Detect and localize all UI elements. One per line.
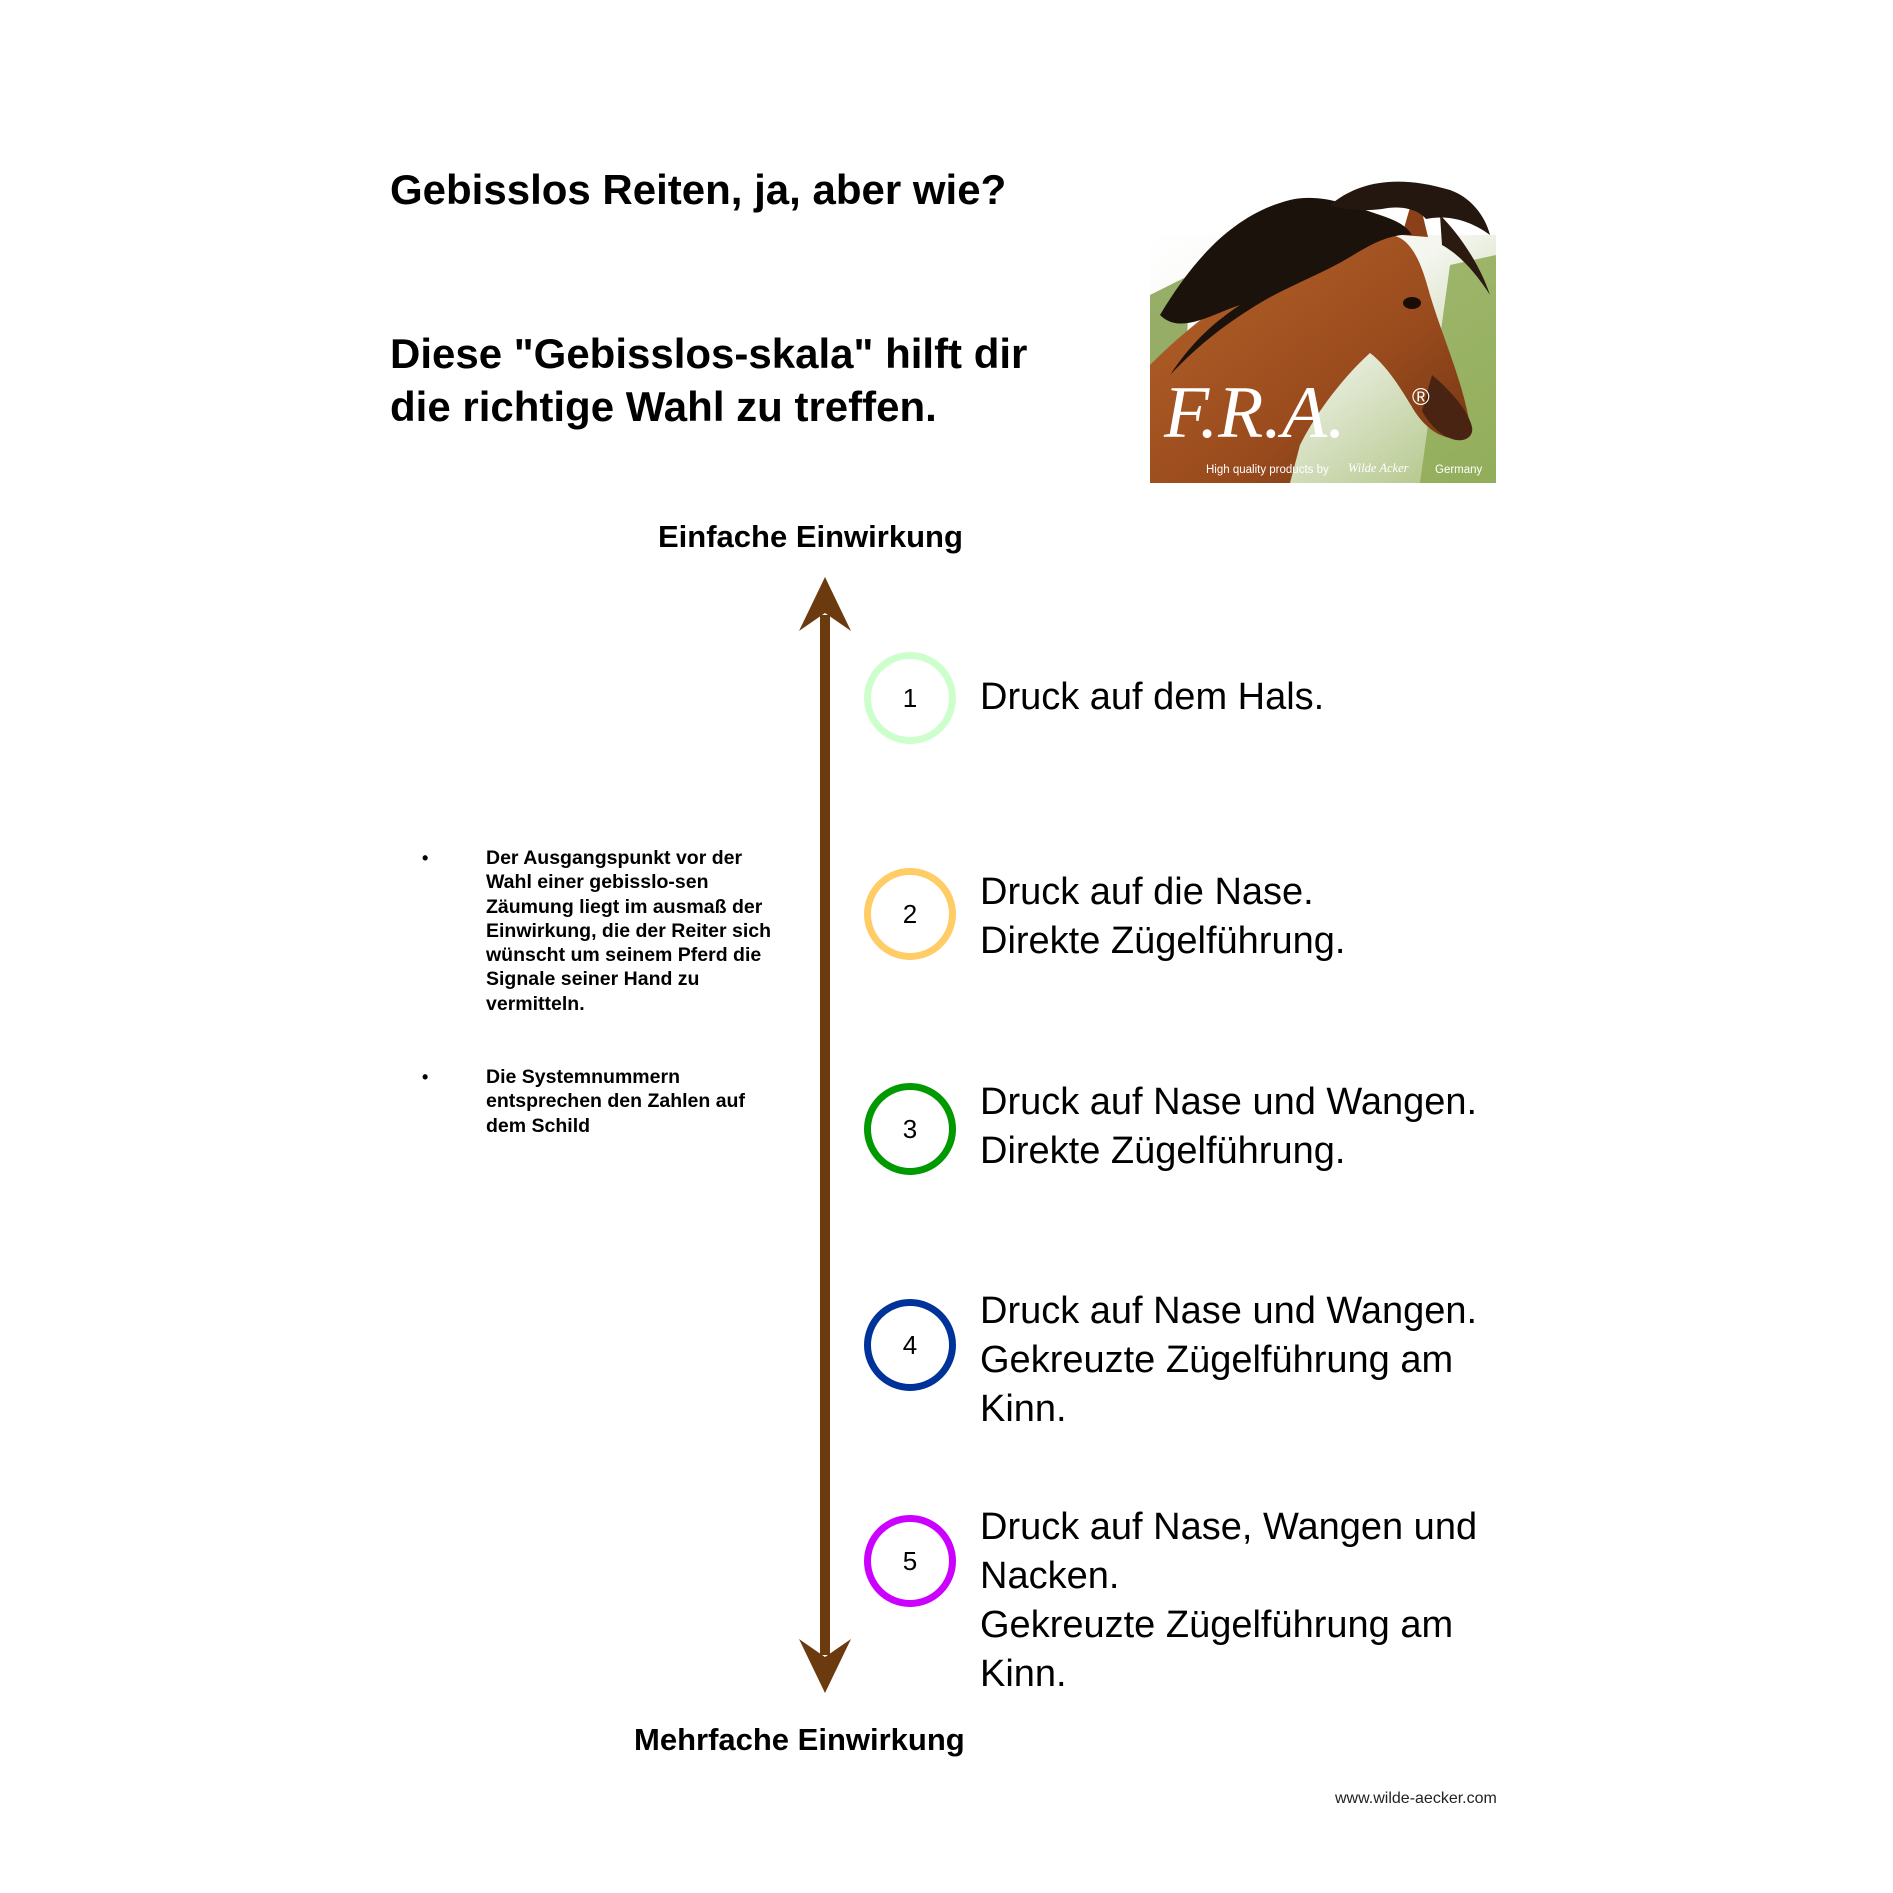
scale-top-label: Einfache Einwirkung [658,519,963,554]
level-number-circle: 4 [864,1299,956,1391]
level-line: Druck auf Nase, Wangen und [980,1506,1478,1548]
bullet-icon: • [422,1067,429,1088]
bullet-icon: • [422,848,429,868]
level-3 [864,1083,1540,1176]
level-line: Nacken. [980,1555,1120,1597]
level-line: Druck auf dem Hals. [980,676,1325,718]
level-description [980,1503,1540,1699]
level-description [980,1287,1540,1434]
level-line: Kinn. [980,1653,1067,1695]
level-line: Druck auf Nase und Wangen. [980,1290,1478,1332]
level-1 [864,652,1540,744]
level-description [980,1078,1540,1176]
logo-tagline-suffix: Germany [1435,464,1483,476]
page-subtitle [390,327,1027,433]
level-5 [864,1506,1540,1699]
level-4 [864,1290,1540,1434]
note-text: Der Ausgangspunkt vor der Wahl einer gebisslo-sen Zäumung liegt im ausmaß der Einwirkung, die der Reiter sich wünscht um seinem Pferd die Signale seiner Hand zu vermitteln. [486,847,771,1015]
fra-logo [1150,175,1496,483]
level-line: Kinn. [980,1388,1067,1430]
list-item [420,846,771,1016]
level-number-circle: 3 [864,1083,956,1175]
scale-arrow [795,575,855,1695]
level-line: Direkte Zügelführung. [980,1130,1346,1172]
subtitle-line-1: Diese "Gebisslos-skala" hilft dir [390,330,1028,377]
logo-brand-text: F.R.A. [1164,372,1346,454]
level-description [980,868,1540,966]
horse-logo-image [1150,175,1496,483]
footer-url: www.wilde-aecker.com [1335,1790,1497,1807]
level-line: Druck auf die Nase. [980,871,1314,913]
logo-registered-mark: ® [1412,384,1430,411]
level-line: Gekreuzte Zügelführung am [980,1339,1454,1381]
note-text: Die Systemnummern entsprechen den Zahlen auf dem Schild [486,1066,745,1137]
level-number-circle: 5 [864,1515,956,1607]
level-number-circle: 1 [864,652,956,744]
logo-tagline-prefix: High quality products by [1206,464,1329,476]
level-2 [864,868,1540,966]
scale-bottom-label: Mehrfache Einwirkung [634,1722,965,1757]
level-line: Gekreuzte Zügelführung am [980,1604,1454,1646]
level-line: Druck auf Nase und Wangen. [980,1081,1478,1123]
level-description [980,652,1540,722]
list-item [420,1065,760,1138]
notes-list [420,846,771,1138]
subtitle-line-2: die richtige Wahl zu treffen. [390,383,937,430]
level-number-circle: 2 [864,868,956,960]
level-line: Direkte Zügelführung. [980,920,1346,962]
page-title: Gebisslos Reiten, ja, aber wie? [390,166,1007,213]
logo-tagline-brand: Wilde Acker [1348,461,1409,475]
